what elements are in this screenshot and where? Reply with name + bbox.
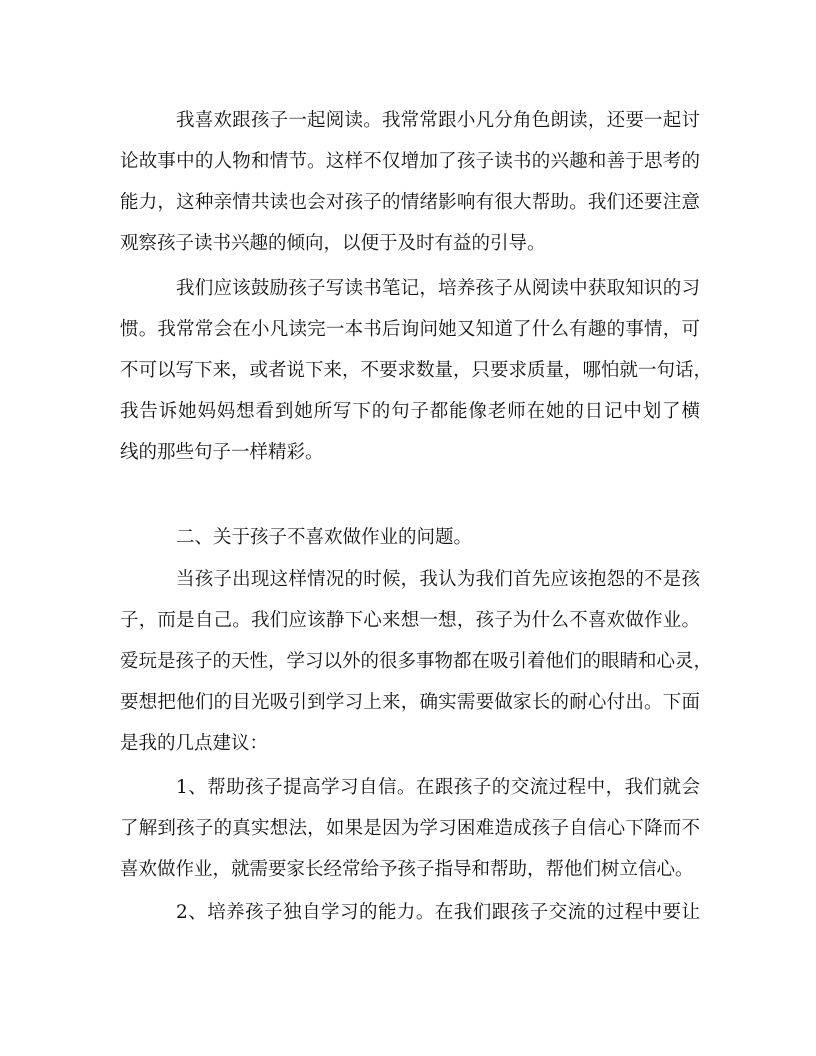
paragraph-shared-reading [120,100,700,264]
text-line: 了解到孩子的真实想法，如果是因为学习困难造成孩子自信心下降而不 [120,818,700,839]
text-line: 当孩子出现这样情况的时候，我认为我们首先应该抱怨的不是孩 [176,569,700,590]
text-line: 要想把他们的目光吸引到学习上来，确实需要做家长的耐心付出。下面 [120,692,700,713]
text-line: 论故事中的人物和情节。这样不仅增加了孩子读书的兴趣和善于思考的 [120,151,700,172]
section-heading [120,517,700,558]
paragraph-suggestion-2 [120,892,700,933]
text-line: 喜欢做作业，就需要家长经常给予孩子指导和帮助，帮他们树立信心。 [120,859,694,880]
text-line: 是我的几点建议： [120,733,269,754]
text-line: 观察孩子读书兴趣的倾向，以便于及时有益的引导。 [120,233,546,254]
paragraph-reading-notes [120,268,713,473]
text-line: 爱玩是孩子的天性，学习以外的很多事物都在吸引着他们的眼睛和心灵， [120,651,713,672]
section-heading-text: 二、关于孩子不喜欢做作业的问题。 [176,527,473,548]
text-line: 我告诉她妈妈想看到她所写下的句子都能像老师在她的日记中划了横 [120,401,700,422]
text-line: 2、培养孩子独自学习的能力。在我们跟孩子交流的过程中要让 [176,902,700,923]
paragraph-homework-issue [120,559,713,764]
paragraph-suggestion-1 [120,767,700,890]
text-line: 我喜欢跟孩子一起阅读。我常常跟小凡分角色朗读，还要一起讨 [176,110,700,131]
text-line: 不可以写下来，或者说下来，不要求数量，只要求质量，哪怕就一句话， [120,360,713,381]
text-line: 子，而是自己。我们应该静下心来想一想，孩子为什么不喜欢做作业。 [120,610,700,631]
text-line: 我们应该鼓励孩子写读书笔记，培养孩子从阅读中获取知识的习 [176,278,700,299]
text-line: 惯。我常常会在小凡读完一本书后询问她又知道了什么有趣的事情，可 [120,319,700,340]
text-line: 能力，这种亲情共读也会对孩子的情绪影响有很大帮助。我们还要注意 [120,192,700,213]
text-line: 线的那些句子一样精彩。 [120,442,324,463]
text-line: 1、帮助孩子提高学习自信。在跟孩子的交流过程中，我们就会 [176,777,700,798]
